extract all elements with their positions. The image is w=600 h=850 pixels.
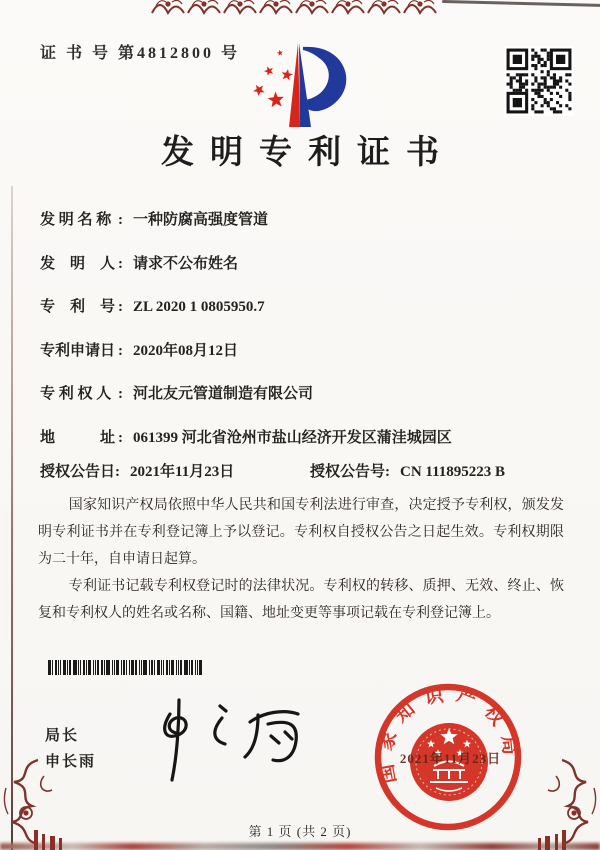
field-grant-row — [40, 460, 570, 481]
seal-date-overlay: 2021年11月23日 — [399, 751, 502, 766]
cnipa-logo — [243, 38, 363, 132]
colon: : — [385, 464, 391, 480]
grant-date — [40, 464, 234, 480]
field-value: 061399 河北省沧州市盐山经济开发区蒲洼城园区 — [133, 430, 452, 446]
field-label: 授权公告号 — [310, 464, 386, 480]
qr-code-icon — [504, 46, 574, 116]
field-value: CN 111895223 B — [400, 464, 506, 480]
legal-text — [38, 492, 564, 627]
colon: : — [118, 299, 123, 315]
field-value: ZL 2020 1 0805950.7 — [133, 299, 265, 315]
field-label: 专 利 号 — [40, 299, 116, 315]
colon: : — [118, 212, 123, 228]
colon: : — [118, 343, 123, 359]
grant-number — [310, 460, 505, 481]
page-number: 第 1 页 (共 2 页) — [248, 824, 352, 839]
field-value: 请求不公布姓名 — [133, 256, 239, 272]
field-value: 2020年08月12日 — [133, 343, 239, 359]
field-inventor — [40, 252, 570, 273]
field-value: 2021年11月23日 — [130, 464, 235, 480]
barcode-icon — [48, 660, 232, 676]
field-value: 一种防腐高强度管道 — [133, 212, 269, 228]
field-label: 授权公告日 — [40, 464, 116, 480]
field-label: 发 明 名 称 — [40, 212, 112, 228]
bottom-right-ornament — [528, 758, 600, 850]
field-application-date — [40, 339, 570, 360]
field-label: 专 利 权 人 — [40, 386, 112, 402]
signature-handwriting — [132, 694, 312, 789]
colon: : — [115, 464, 121, 480]
field-patent-number — [40, 295, 570, 316]
field-label: 地 址 — [40, 430, 116, 446]
bottom-left-ornament — [0, 758, 72, 850]
field-label: 专利申请日 — [40, 343, 116, 359]
field-address — [40, 426, 570, 447]
top-ornament-border — [150, 0, 470, 16]
field-patentee — [40, 382, 570, 403]
legal-paragraph-1: 国家知识产权局依照中华人民共和国专利法进行审查，决定授予专利权，颁发发明专利证书并在专利登记簿上予以登记。专利权自授权公告之日起生效。专利权期限为二十年，自申请日起算。 — [38, 498, 564, 567]
signer-name: 申长雨 — [45, 754, 97, 770]
field-label: 发 明 人 — [40, 256, 116, 272]
field-invention-name — [40, 208, 570, 229]
seal-org-text: 国家知识产权局 — [374, 683, 522, 786]
left-page-border — [11, 186, 13, 850]
signer-title: 局长 — [45, 728, 80, 744]
field-value: 河北友元管道制造有限公司 — [133, 386, 314, 402]
colon: : — [118, 256, 123, 272]
colon: : — [118, 386, 123, 402]
bottom-border-strip — [0, 843, 600, 850]
certificate-title: 发明专利证书 — [161, 135, 455, 171]
certificate-number: 证 书 号 第4812800 号 — [40, 45, 241, 62]
legal-paragraph-2: 专利证书记载专利权登记时的法律状况。专利权的转移、质押、无效、终止、恢复和专利权人的姓名或名称、国籍、地址变更等事项记载在专利登记簿上。 — [38, 579, 564, 621]
colon: : — [118, 430, 123, 446]
